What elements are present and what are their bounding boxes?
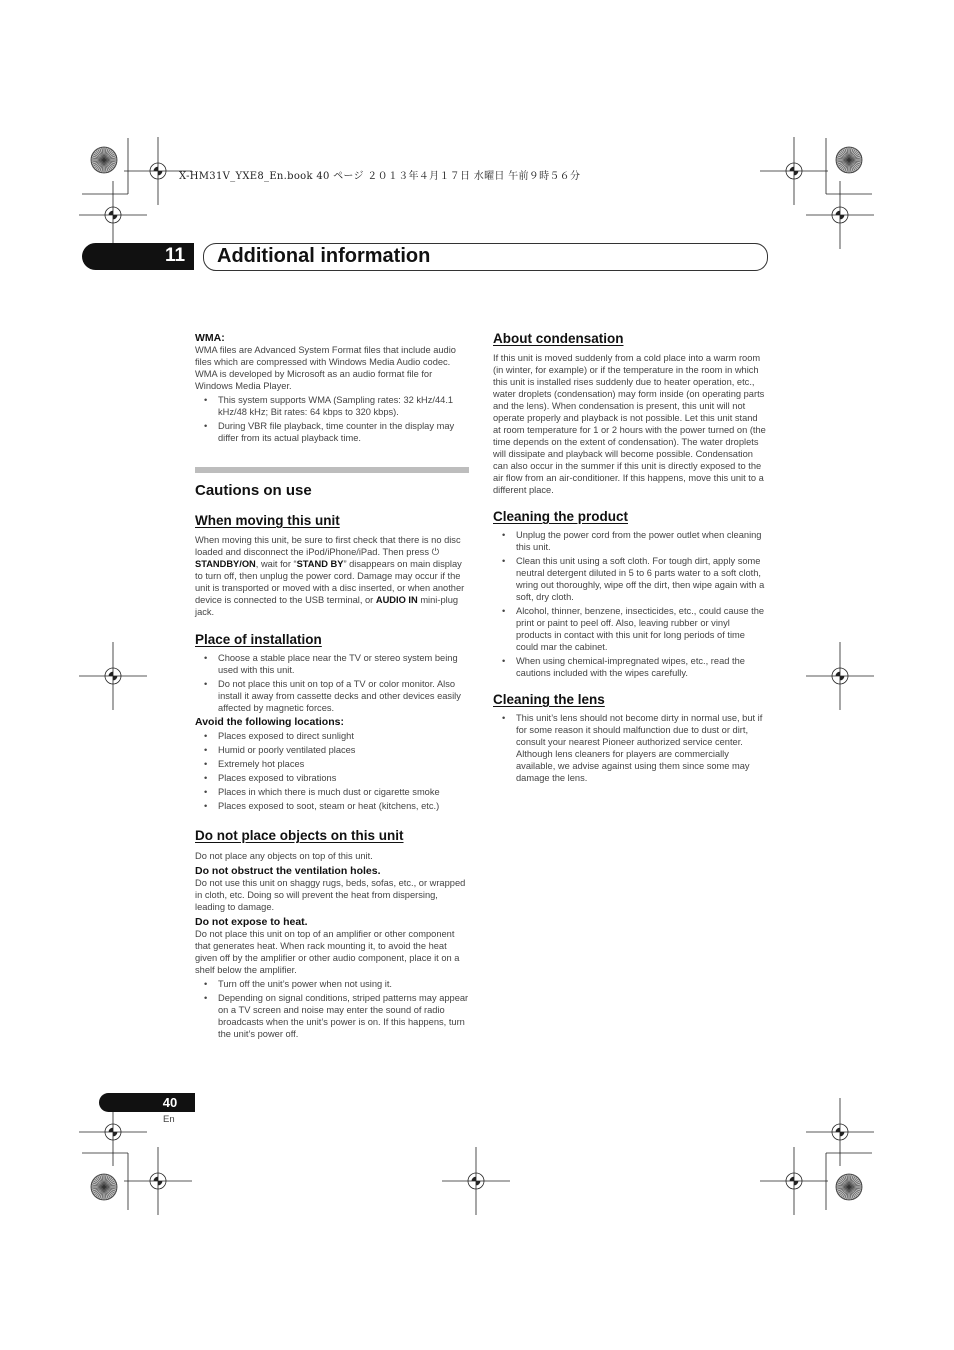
ventilation-heading: Do not obstruct the ventilation holes. bbox=[195, 865, 381, 877]
right-column bbox=[493, 331, 767, 784]
list-item: • Do not place this unit on top of a TV or color monitor. Also install it away from cassette decks and other devices easily affected by magnetic forces. bbox=[195, 678, 469, 714]
list-item: • Clean this unit using a soft cloth. For tough dirt, apply some neutral detergent diluted in 5 to 6 parts water to a soft cloth, wring out thoroughly, wipe off the dirt, then wipe again with a soft, dry cloth. bbox=[493, 555, 767, 603]
heat-heading: Do not expose to heat. bbox=[195, 916, 308, 928]
list-item: • Unplug the power cord from the power outlet when cleaning this unit. bbox=[493, 529, 767, 553]
registration-starburst bbox=[836, 147, 862, 173]
standby-key: STANDBY/ON bbox=[195, 559, 256, 569]
chapter-number: 11 bbox=[164, 245, 186, 266]
list-item: • Places exposed to soot, steam or heat (kitchens, etc.) bbox=[195, 800, 469, 812]
page-number: 40 bbox=[162, 1095, 178, 1110]
product-heading: Cleaning the product bbox=[493, 509, 628, 524]
product-bullets bbox=[493, 529, 767, 679]
heat-text: Do not place this unit on top of an amplifier or other component that generates heat. When rack mounting it, to avoid the heat given off by the amplifier or other audio component, place it on a shelf below the amplifier. bbox=[195, 929, 460, 975]
audio-in-key: AUDIO IN bbox=[375, 595, 418, 605]
moving-text-part: ” disappears on main display to turn off, then unplug the power cord. Damage may occur if the unit is transported or moved with a disc inserted, or when another device is connected to the USB terminal, or bbox=[195, 559, 465, 605]
objects-text: Do not place any objects on top of this unit. bbox=[195, 851, 373, 861]
list-item: • This system supports WMA (Sampling rates: 32 kHz/44.1 kHz/48 kHz; Bit rates: 64 kbps to 320 kbps). bbox=[195, 394, 469, 418]
avoid-bullets bbox=[195, 730, 469, 812]
condensation-text: If this unit is moved suddenly from a cold place into a warm room (in winter, for example) or if the temperature in the room in which this unit is installed rises suddenly due to heater operation, etc., water droplets (condensation) may form inside (on operating parts and the lens). When condensation is present, this unit will not operate properly and playback is not possible. Let this unit stand at room temperature for 1 or 2 hours with the power turned on (the time depends on the extent of condensation). The water droplets will dissipate and playback will become possible. Condensation can also occur in the summer if this unit is directly exposed to the air flow from an air-conditioner. If this happens, move this unit to a different place. bbox=[493, 353, 766, 495]
registration-target bbox=[79, 642, 147, 710]
wma-bullets bbox=[195, 394, 469, 444]
list-item: • When using chemical-impregnated wipes, etc., read the cautions included with the wipes carefully. bbox=[493, 655, 767, 679]
registration-target bbox=[806, 1098, 874, 1166]
condensation-heading: About condensation bbox=[493, 331, 624, 346]
moving-heading: When moving this unit bbox=[195, 513, 340, 528]
heat-bullets bbox=[195, 978, 469, 1040]
registration-target bbox=[442, 1147, 510, 1215]
ventilation-text: Do not use this unit on shaggy rugs, beds, sofas, etc., or wrapped in cloth, etc. Doing so will prevent the heat from dispersing, leading to damage. bbox=[195, 878, 466, 912]
left-column bbox=[195, 332, 469, 1040]
cautions-heading: Cautions on use bbox=[195, 482, 312, 499]
registration-starburst bbox=[836, 1174, 862, 1200]
moving-text-part: , wait for “ bbox=[255, 559, 297, 569]
avoid-heading: Avoid the following locations: bbox=[195, 716, 344, 728]
objects-heading: Do not place objects on this unit bbox=[195, 828, 404, 843]
installation-heading: Place of installation bbox=[195, 632, 322, 647]
lens-heading: Cleaning the lens bbox=[493, 692, 605, 707]
list-item: • This unit’s lens should not become dirty in normal use, but if for some reason it should malfunction due to dust or dirt, consult your nearest Pioneer authorized service center. Although lens cleaners for players are commercially available, we advise against using them since some may damage the lens. bbox=[493, 712, 767, 784]
standby-display: STAND BY bbox=[296, 559, 344, 569]
registration-starburst bbox=[91, 1174, 117, 1200]
chapter-title: Additional information bbox=[217, 245, 431, 267]
lens-bullets bbox=[493, 712, 767, 784]
list-item: • Places in which there is much dust or cigarette smoke bbox=[195, 786, 469, 798]
section-divider bbox=[195, 467, 469, 473]
moving-text-part: When moving this unit, be sure to first check that there is no disc loaded and disconnect the iPod/iPhone/iPad. Then press bbox=[195, 535, 461, 557]
registration-target bbox=[806, 642, 874, 710]
moving-text bbox=[195, 534, 469, 618]
list-item: • Places exposed to direct sunlight bbox=[195, 730, 469, 742]
list-item: • Places exposed to vibrations bbox=[195, 772, 469, 784]
installation-bullets bbox=[195, 652, 469, 714]
print-header: X-HM31V_YXE8_En.book 40 ページ ２０１３年４月１７日 水曜日 午前９時５６分 bbox=[179, 171, 581, 182]
moving-text-part: mini-plug jack. bbox=[195, 595, 459, 617]
standby-icon: ⏻ bbox=[431, 547, 439, 557]
list-item: • Humid or poorly ventilated places bbox=[195, 744, 469, 756]
list-item: • Alcohol, thinner, benzene, insecticides, etc., could cause the print or paint to peel off. Also, leaving rubber or vinyl products in contact with this unit for long periods of time could mar the cabinet. bbox=[493, 605, 767, 653]
page-language: En bbox=[163, 1114, 175, 1125]
list-item: • Depending on signal conditions, striped patterns may appear on a TV screen and noise may enter the sound of radio broadcasts when the unit’s power is on. If this happens, turn the unit’s power off. bbox=[195, 992, 469, 1040]
registration-target bbox=[124, 1147, 192, 1215]
list-item: • Turn off the unit’s power when not using it. bbox=[195, 978, 469, 990]
registration-target bbox=[806, 181, 874, 249]
list-item: • Extremely hot places bbox=[195, 758, 469, 770]
list-item: • Choose a stable place near the TV or stereo system being used with this unit. bbox=[195, 652, 469, 676]
wma-heading: WMA: bbox=[195, 332, 225, 344]
wma-text: WMA files are Advanced System Format files that include audio files which are compressed with Windows Media Audio codec. WMA is developed by Microsoft as an audio format file for Windows Media Player. bbox=[195, 345, 456, 391]
registration-target bbox=[760, 1147, 828, 1215]
registration-target bbox=[760, 137, 828, 205]
registration-starburst bbox=[91, 147, 117, 173]
registration-target bbox=[79, 181, 147, 249]
list-item: • During VBR file playback, time counter in the display may differ from its actual playback time. bbox=[195, 420, 469, 444]
